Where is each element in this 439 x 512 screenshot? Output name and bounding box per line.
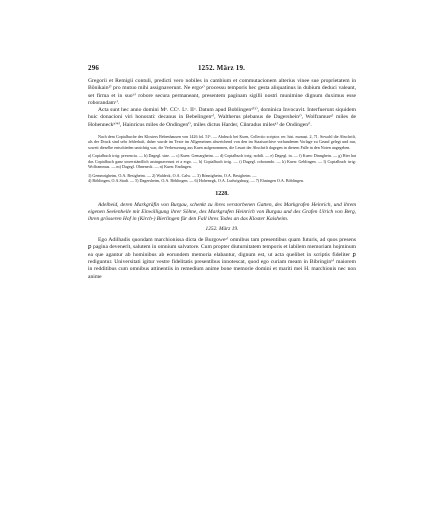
- source-note: Nach dem Copialbuche des Klosters Bebenhausen von 1426 fol. 51ᵇ. — Abdruck bei Kuen, Collectio scriptor. rer. hist. monast. 2, 71. Sowohl die Abschrift, als der Druck sind sehr fehlerhaft, daher wurde im Texte im Allgemeinen abweichend von den im Staatsarchive vorhandenen Vorlage zu Grund gelegt und nur, soweit dieselbe entschieden unrichtig war, die Verbesserung aus Kuen aufgenommen, die Lesart der Abschrift dagegen in diesem Falle in den Noten angegeben.: [88, 134, 356, 150]
- paragraph-1: Gregorii et Remigii contuli, predicti vero nobiles in cambium et commutacionem alterius vinee sue proprietatem in Bŏnikain²⁾ pro mutuo mihi assignaverunt. Ne ergoᵃ⁾ processu temporis hec gesta aliquatinus in dubium deduci valeant, set firma et in suoᵇ⁾ robore secura permaneant, presentem paginam sigilli nostri munimine dignum duximus esse roborandamᶜ⁾.: [88, 78, 356, 106]
- variant-notes: a) Copialbuch irrig: presencia. — b) Dagegl. sine. — c) Kuen: Gemargheim. — d) Copialbuch irrig: nobili. — e) Dagegl. in. — f) Kuen: Dinnghein. — g) Hier hat das Copialbuch ganz unverständlich assingnaverunt et a ergo. — h) Copialbuch irrig. — i) Dagegl. roborando. — k) Kuen: Geblingen. — l) Copialbuch irrig: Wolframmus. — m) Dagegl. Ohneneck. — n) Kuen: Endingen.: [88, 153, 356, 170]
- place-notes: [88, 173, 356, 184]
- place-note-line: 4) Böblingen, O.A.Stadt. — 5) Dagersheim, O.A. Böblingen. — 6) Hohenegk, O.A. Ludwigsburg. — 7) Ehningen O.A. Böblingen.: [88, 177, 304, 183]
- page-number: 296: [88, 64, 100, 72]
- regest-summary: Adelheid, deren Markgräfin von Burgau, schenkt zu ihres verstorbenen Gatten, des Markgrafen Heinrich, und ihrem eigenen Seelenheile mit Einwilligung ihrer Söhne, des Markgrafen Heinrich von Burgau und des Grafen Ulrich von Berg, ihren grösseren Hof in (Kirch-) Bierlingen für den Fall ihres Todes an das Kloster Kaisheim.: [88, 202, 356, 223]
- date-line: 1252. März 19.: [205, 226, 239, 233]
- running-title: 1252. März 19.: [197, 64, 246, 72]
- document-number: 1228.: [215, 191, 229, 198]
- document-page: [88, 64, 356, 281]
- page-header: [88, 64, 356, 72]
- charter-text: Ego Adilhadis quondam marchionissa dicta de Burgoweᵃ⁾ omnibus tam presentibus quam futuris, ad quos presens ꝑ pagina devenerit, salutem in omnium salvatore. Cum propter diuturnitatem temporis et labilem memoriam hojminum ea que agantur ab hominibus ab eorundem memoria elabantur, dignum est, ut acta quelibet in scriptis fideliter ꝑ rediguntur. Universitati igitur vestre fidelitatis presentibus innotescat, quod ego curiam meam in Bibringinᵇ⁾ maiorem in redditibus cum omnibus attinentiis in remedium anime bone memorie domini et mariti mei H. marchionis nec non anime: [88, 237, 356, 280]
- place-note-line: 1) Gemmrigheim, O.A. Besigheim. — 2) Waldeck, O.A. Calw. — 3) Bönnigheim, O.A. Besigheim. —: [88, 172, 257, 178]
- paragraph-2: Acta sunt hec anno domini Mᵒ. CCᵒ. Lᵒ. IIᵒ. Datum apud Boblingenᵈ⁾⁵⁾, dominica Invocavit. Interfuerunt siquidem huic donacioni viri honorati: decanus in Bebelingenᵉ⁾, Waltherus plebanus de Dagersheinᶠ⁾, Wolframusᵍ⁾ miles de Hohenneckʰ⁾⁴⁾, Hainricus miles de Ondingenⁱ⁾, miles dictus Harder, Cůnradus milesᵏ⁾ de Ondingenˡ⁾.: [88, 107, 356, 128]
